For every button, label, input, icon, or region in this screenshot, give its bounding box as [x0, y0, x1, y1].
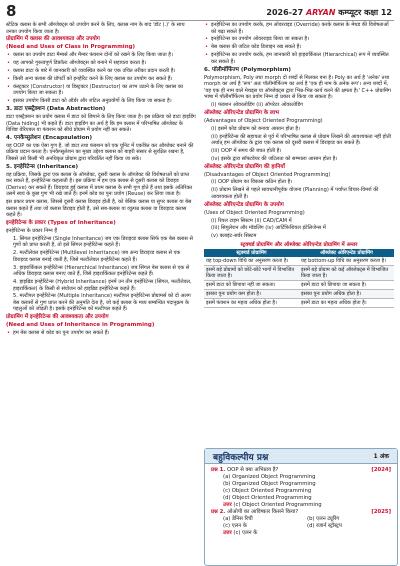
numbered-item: (i) इसमें कोड प्रोग्राम को बनाया आसान होता है। [211, 125, 300, 132]
table-cell: इसमें बड़े प्रोग्रामों को छोटे-छोटे भागों में विभाजित किया जाता है। [204, 266, 299, 281]
section-heading: प्रोग्रामिंग में क्लास की आवश्यकता और उपयोग [6, 36, 100, 43]
numbered-item: 2. मल्टीलेवल इनहेरिटेन्स (Multilevel Inheritance) जब अन्य डिराइव्ड क्लास से एक डिराइव्ड क्लास बनाई जाती है, जिसे मल्टीलेवल इनहेरिटेन्स कहते हैं। [13, 250, 181, 263]
table-cell: इसमें बड़े प्रोग्राम को कई ऑब्जेक्ट्स में विभाजित किया जाता है। [299, 266, 394, 281]
table-header-structured: स्ट्रक्चर्ड प्रोग्रामिंग [204, 249, 299, 257]
option: (b) एलन ट्यूरिंग [307, 516, 340, 522]
answer-text: (c) एलन के [233, 530, 258, 536]
bullet-item: • क्लास डाटा के बारे में जानकारी को व्यवस्थित करने का एक उचित तरीका प्रदान करती है। [6, 68, 196, 75]
class-label: कक्षा 12 [364, 8, 392, 17]
numbered-item: (i) OOP प्रोग्राम का विकास कठिन होता है। [211, 179, 293, 186]
numbered-item: 4. हाइब्रिड इनहेरिटेन्स (Hybrid Inheritance) इनमें उन तीन इनहेरिटेन्स (सिंगल, मल्टीलेवल, हाइरार्किकल) के किसी से संयोजन को हाइब्रिड इनहेरिटेन्स कहते हैं। [13, 279, 192, 292]
year-label: 2026-27 [266, 8, 304, 17]
numbered-item: (v) क्लाइंट-सर्वर सिस्टम [211, 233, 257, 240]
mcq-title: बहुविकल्पीय प्रश्न [213, 453, 269, 463]
table-cell: यह top-down विधि का अनुसरण करता है। [204, 257, 299, 266]
table-row [204, 266, 394, 281]
answer-label: उत्तर [223, 502, 232, 508]
paragraph: (Disadvantages of Object Oriented Programming) [204, 171, 331, 178]
options-row [211, 523, 391, 530]
option: (b) Organized Object Programming [223, 481, 316, 487]
bullet-item: • इनहेरिटेन्स का उपयोग करके, हम ओवरराइड (Override) करके क्लास के मेथड की विशेषताओं को बढ़ा सकते हैं। [204, 22, 394, 35]
numbered-item: 3. हाइरार्किकल इनहेरिटेन्स (Hierarchical Inheritance) जब सिंगल बेस क्लास से एक से अधिक डिराइव्ड क्लास बनाए जाते हैं, जिसे हाइरार्किकल इनहेरिटेन्स कहते हैं। [13, 264, 190, 278]
topic-heading: 6. पॉलीमॉर्फिज्म (Polymorphism) [204, 66, 291, 73]
section-heading: प्रोग्रामिंग में इनहेरिटेन्स की आवश्यकता और उपयोग [6, 314, 109, 321]
topic-heading: 5. इनहेरिटेन्स (Inheritance) [6, 163, 79, 170]
table-row [204, 290, 394, 299]
option: (d) ब्जार्न स्ट्रॉस्ट्रप [307, 523, 342, 529]
options-row [211, 516, 391, 523]
mcq-header [205, 449, 397, 464]
brand-logo: ARYAN [305, 8, 336, 17]
numbered-item: (i) रियल टाइम सिस्टम (ii) CAD/CAM में [211, 217, 292, 224]
topic-heading: 4. एनकैप्सुलेशन (Encapsulation) [6, 135, 93, 142]
section-heading: (Need and Uses of Inheritance in Programming) [6, 322, 155, 329]
question-number: प्रश्न 2. [211, 509, 226, 515]
mcq-marks: 1 अंक [373, 453, 389, 460]
table-cell: इसमें डाटा को छिपाया नहीं जा सकता। [204, 281, 299, 290]
table-cell: इसका पुनः प्रयोग अधिक होता है। [299, 290, 394, 299]
right-column-text [204, 22, 394, 240]
table-cell: यह bottom-up विधि का अनुसरण करता है। [299, 257, 394, 266]
numbered-item: (iv) इसके द्वारा सॉफ्टवेयर की जटिलता को सम्भाला आसान होता है। [211, 155, 338, 162]
numbered-item: (iii) सिमुलेशन और मॉडलिंग (iv) आर्टिफिशियल इंटेलिजेन्स में [211, 225, 326, 232]
paragraph: वह प्रक्रिया, जिसके द्वारा एक क्लास के ऑब्जेक्ट, दूसरी क्लास के ऑब्जेक्ट की विशेषताओं को प्राप्त कर सकते हैं, इनहेरिटेन्स कहलाती है। इस प्रक्रिया में हम एक क्लास से दूसरी क्लास को डिराइव (Derive) कर सकते हैं। डिराइव्ड हुई क्लास में प्रथम क्लास के सभी गुण होते हैं तथा इसके अतिरिक्त उसमें स्वयं के कुछ गुण भी रखे जाते हैं। इनमें कोड का पुनः प्रयोग (Reuse) कर लिया जाता है। [6, 171, 193, 198]
bullet-item: • इनहेरिटेन्स का उपयोग करके, हम जानकारी को हाइरार्किकल (Hierarchical) रूप में व्यवस्थित कर सकते हैं। [204, 52, 394, 65]
numbered-item: 1. सिंगल इनहेरिटेन्स (Single Inheritance) जब एक डिराइव्ड क्लास सिर्फ एक बेस क्लास से गुणों को प्राप्त करती है, तो इसे सिंगल इनहेरिटेन्स कहते हैं। [13, 235, 193, 249]
question-1 [211, 467, 391, 474]
table-cell: इसमें फंक्शन का महत्व अधिक होता है। [204, 299, 299, 308]
comparison-table [204, 249, 394, 308]
answer-text: (c) Object Oriented Programming [233, 502, 322, 508]
bullet-item: • बेस क्लास की जटिल कोड डिजाइन रख सकते हैं। [204, 44, 394, 51]
question-year: [2024] [371, 467, 391, 473]
paragraph: डाटा एब्स्ट्रैक्शन का प्रयोग क्लास में डाटा को छिपाने के लिए किया जाता है। इस प्रक्रिया को डाटा हाइडिंग (Data hiding) भी कहते हैं। डाटा हाइडिंग का अर्थ है कि हम क्लास में परिभाषित ऑब्जेक्ट के विशिष्ट वेरिएबल या फंक्शन को सीधे प्रोग्राम में प्रयोग नहीं कर सकते। [6, 114, 196, 134]
subject-title: कम्प्यूटर [338, 8, 362, 17]
numbered-item: (iii) OOP में समय की बचत होती है। [211, 147, 282, 154]
option: (d) Object Oriented Programming [223, 495, 312, 501]
book-brand [266, 7, 392, 18]
paragraph: स्टेटिक क्लास के सभी ऑब्जेक्ट्स को उपयोग करने के लिए, क्लास नाम के बाद 'डॉट (.)' के साथ उनका उपयोग किया जाता है। [6, 22, 185, 35]
question-number: प्रश्न 1. [211, 467, 226, 473]
paragraph: यह OOP का एक ऐसा गुण है, जो डाटा तथा फंक्शन को एक यूनिट में एकत्रित कर ऑब्जेक्ट बनाने की प्रक्रिया प्रदान करता है। एनकैप्सुलेशन का मुख्य उद्देश्य क्लास को बाहरी संसार से सुरक्षित रखना है, जिससे उसे किसी भी अनधिकृत प्रोग्राम द्वारा परिवर्तित नहीं किया जा सके। [6, 142, 194, 162]
paragraph: (Advantages of Object Oriented Programming) [204, 117, 323, 124]
bullet-item: • इनहेरिटेन्स का उपयोग ओवरराइड किया जा सकता है। [204, 36, 394, 43]
paragraph: इनहेरिटेन्स के प्रकार निम्न हैं [6, 227, 58, 234]
right-column [204, 22, 394, 308]
question-2 [211, 509, 391, 516]
table-header-oop: ऑब्जेक्ट ओरिएन्टेड प्रोग्रामिंग [299, 249, 394, 257]
bullet-item: • क्लास का उपयोग डाटा मैम्बर्स और मैम्बर फंक्शन दोनों को रखने के लिए किया जाता है। [6, 52, 196, 59]
header-rule [150, 20, 394, 21]
paragraph: Polymorphism, Poly तथा morph दो शब्दों से मिलकर बना है। Poly का अर्थ है 'अनेक' तथा morph का अर्थ है 'रूप' अतः पॉलीमॉर्फिज्म का अर्थ है 'एक ही नाम के अनेक रूप'। अन्य शब्दों में, 'यह एक ही नाम वाले मेथड्स या ऑब्जेक्ट्स द्वारा भिन्न-भिन्न कार्य करने की क्षमता है।' C++ प्रोग्रामिंग भाषा में पॉलीमॉर्फिज्म का प्रयोग निम्न दो प्रकार से किया जा सकता है। [204, 74, 391, 101]
section-heading: ऑब्जेक्ट ओरिएन्टेड प्रोग्रामिंग के उपयोग [204, 201, 284, 208]
topic-heading: 3. डाटा एब्स्ट्रैक्शन (Data Abstraction) [6, 106, 106, 113]
question-text: OOP से क्या अभिप्राय है? [227, 467, 279, 473]
paragraph: इस प्रकार प्रथम क्लास, जिससे दूसरी क्लास डिराइव होती है, को बेसिक क्लास या सुपर क्लास या बेस क्लास कहते हैं तथा जो क्लास डिराइव होती है, उसे सब-क्लास या व्युत्पन्न क्लास या डिराइव्ड क्लास कहते हैं। [6, 199, 192, 219]
option: (a) डेनिस रिची [223, 516, 253, 522]
numbered-item: 5. मल्टीपल इनहेरिटेन्स (Multiple Inheritance) मल्टीपल इनहेरिटेन्स प्रोग्रामर्स को दो अलग बेस क्लासों से गुण प्राप्त करने की अनुमति देता है, जो कई क्लास के मध्य सम्बन्धित पदानुक्रम के पहलुओं को जोड़ती है। इसके इनहेरिटेन्स को मल्टीपल कहते हैं। [13, 293, 191, 313]
answer-label: उत्तर [223, 530, 232, 536]
table-row [204, 257, 394, 266]
numbered-item: (ii) प्रोग्राम लिखने से पहले सावधानीपूर्वक योजना (Planning) में पर्याप्त विचार-विमर्श की आवश्यकता होती है। [211, 187, 379, 200]
table-cell: इसका पुनः प्रयोग कम होता है। [204, 290, 299, 299]
bullet-item: • हम बेस क्लास से कोड का पुनः उपयोग कर सकते हैं। [6, 330, 196, 337]
table-row [204, 299, 394, 308]
question-year: [2025] [371, 509, 391, 515]
table-cell: इसमें डाटा को छिपाया जा सकता है। [299, 281, 394, 290]
question-text: ओओपी का आविष्कार किसने किया? [227, 509, 299, 515]
table-cell: इसमें डाटा का महत्व अधिक होता है। [299, 299, 394, 308]
option: (a) Organized Object Programming [223, 474, 316, 480]
answer [211, 502, 391, 509]
bullet-item: • किसी अन्य क्लास की प्रॉपर्टी को इनहेरिट करने के लिए क्लास का उपयोग कर सकते हैं। [6, 76, 196, 83]
answer [211, 530, 391, 537]
section-heading: इनहेरिटेन्स के प्रकार (Types of Inheritance) [6, 220, 116, 227]
bullet-item: • यह आपको गुरुत्वपूर्ण डिफ़ॉल्ट ऑब्जेक्ट्स को बनाने में सहायता करता है। [6, 60, 196, 67]
option: (c) एलन के [223, 523, 247, 529]
paragraph: (Uses of Object Oriented Programming) [204, 209, 305, 216]
mcq-body [205, 464, 397, 540]
mcq-box [204, 448, 398, 566]
option: (c) Object Oriented Programming [223, 488, 312, 494]
section-heading: ऑब्जेक्ट ओरिएन्टेड प्रोग्रामिंग की हानियाँ [204, 163, 285, 170]
comparison-table-title: स्ट्रक्चर्ड प्रोग्रामिंग और ऑब्जेक्ट ओरिएन्टेड प्रोग्रामिंग में अन्तर [240, 241, 358, 248]
bullet-item: • इसका उपयोग किसी डाटा को ऑर्डर और जटिल अनुप्रयोगों के लिए किया जा सकता है। [6, 98, 196, 105]
section-heading: ऑब्जेक्ट ओरिएन्टेड प्रोग्रामिंग के लाभ [204, 109, 280, 116]
numbered-item: (ii) इनहेरिटेन्स की सहायता से पूर्व में परिभाषित क्लास से प्रोग्राम लिखने की आवश्यकता नहीं होती अर्थात् हम ऑब्जेक्ट के द्वारा एक क्लास को दूसरी क्लास में डिराइव्ड कर सकते हैं। [211, 133, 391, 147]
numbered-item: (i) फंक्शन ओवरलोडिंग (ii) ऑपरेटर ओवरलोडिंग [211, 101, 303, 108]
page-number: 8 [6, 2, 17, 20]
bullet-item: • कंस्ट्रक्टर (Constructor) या डिस्ट्रक्टर (Destructor) का लाभ उठाने के लिए क्लास का उपयोग किया जा सकता है। [6, 84, 196, 97]
table-row [204, 281, 394, 290]
left-column [6, 22, 196, 338]
section-heading: (Need and Uses of Class in Programming) [6, 44, 136, 51]
